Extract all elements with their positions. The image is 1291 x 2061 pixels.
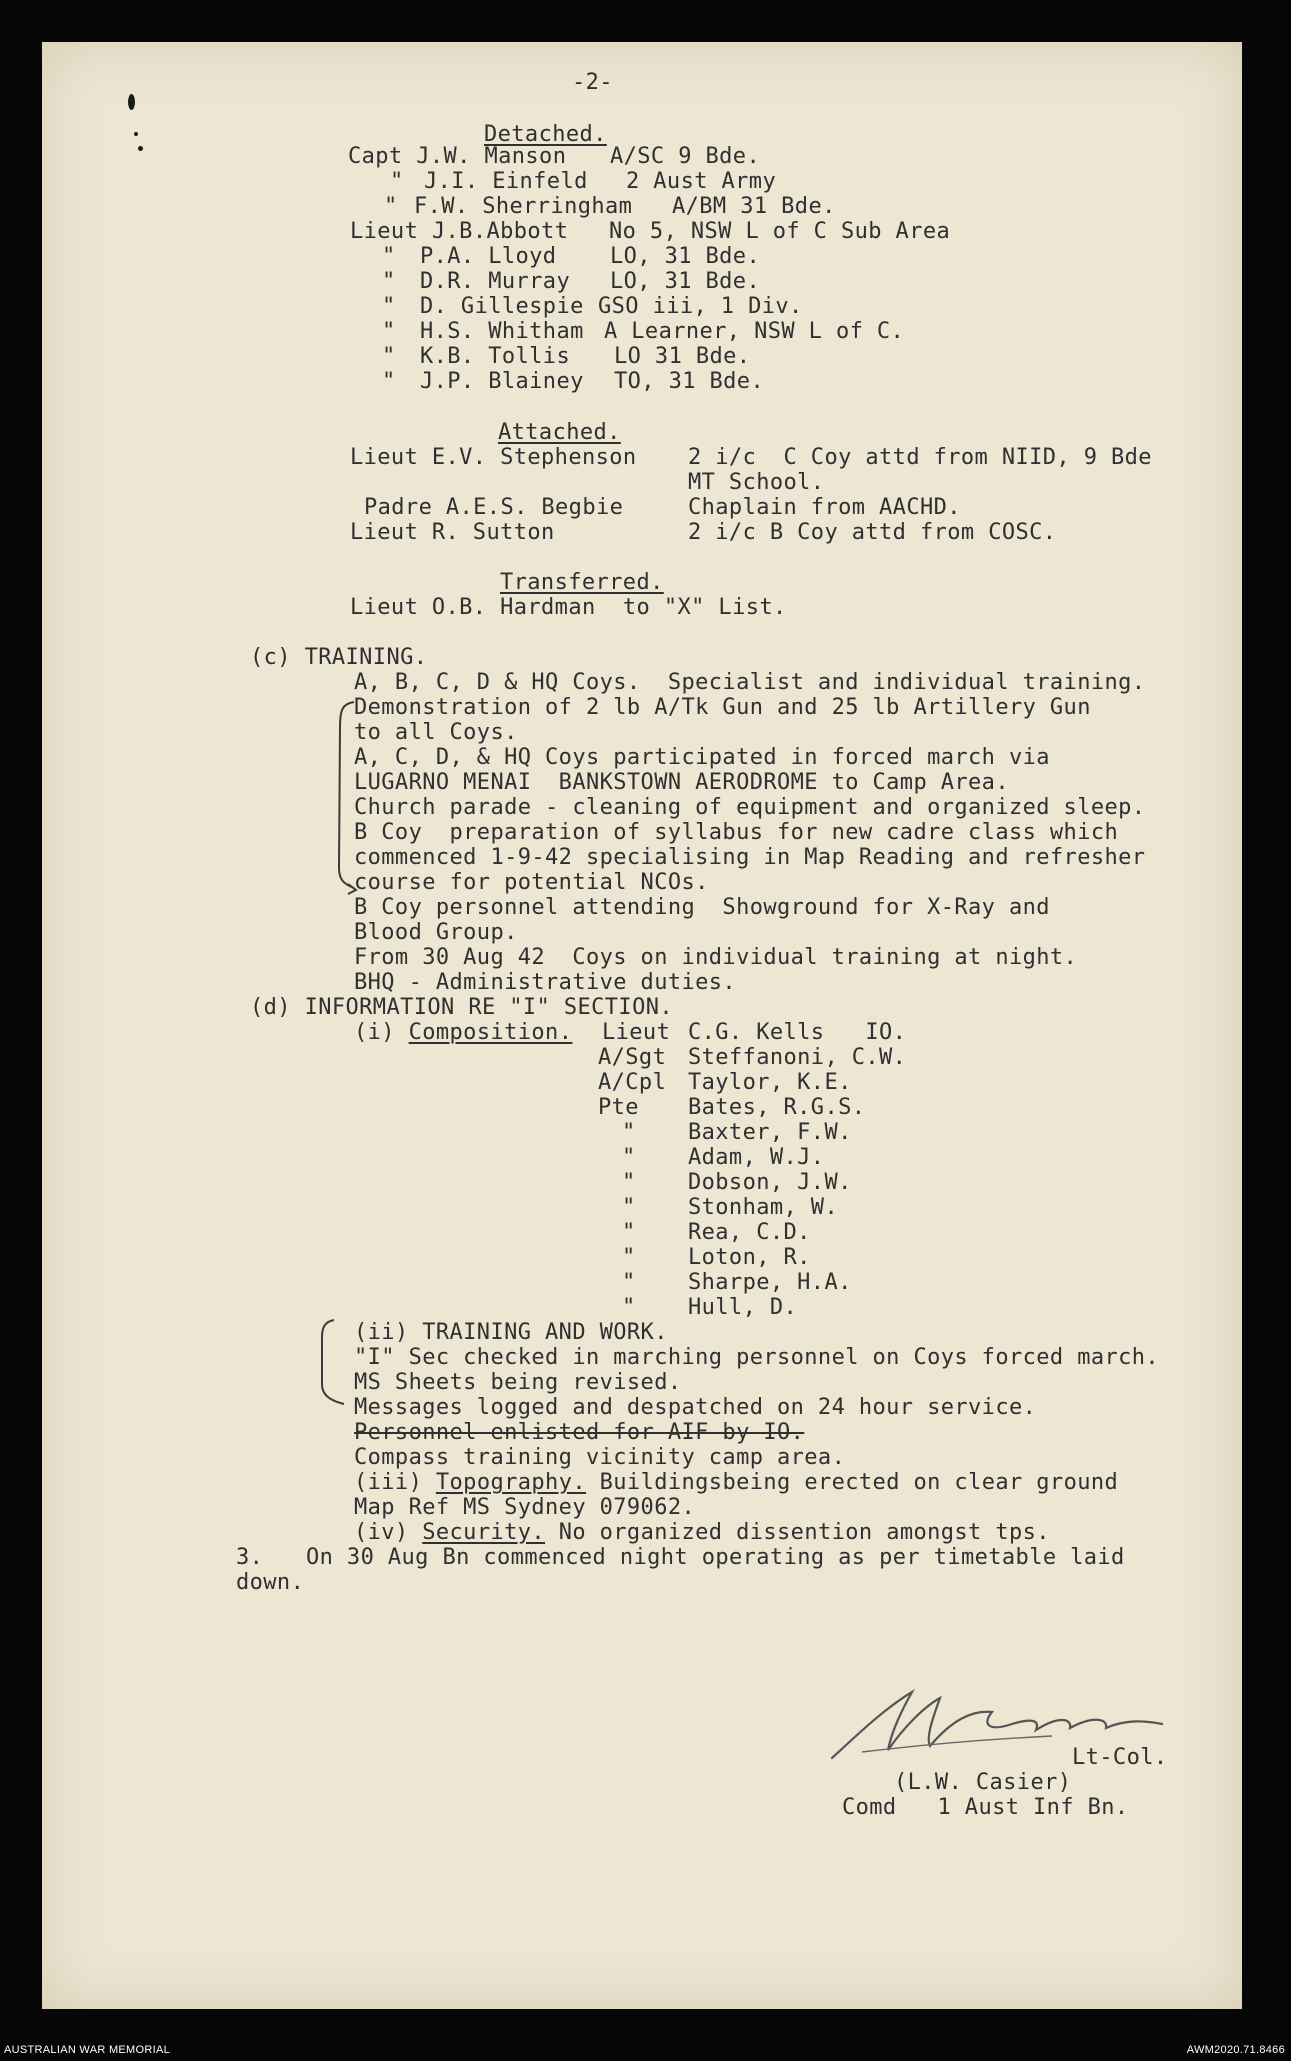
footer-archive-name: AUSTRALIAN WAR MEMORIAL <box>4 2044 171 2056</box>
composition-number: (i) <box>354 1020 395 1045</box>
document-page <box>42 42 1242 2009</box>
attached-who: Padre A.E.S. Begbie <box>364 495 624 520</box>
detached-name: J.W. Manson <box>416 144 567 169</box>
detached-name: J.B.Abbott <box>431 219 569 244</box>
member-ditto: " <box>622 1295 636 1320</box>
signature-command: Comd 1 Aust Inf Bn. <box>842 1795 1129 1820</box>
detached-heading: Detached. <box>484 122 607 147</box>
member-ditto: " <box>622 1245 636 1270</box>
member-ditto: " <box>622 1120 636 1145</box>
detached-post: GSO iii, 1 Div. <box>598 294 803 319</box>
attached-who: Lieut R. Sutton <box>350 520 555 545</box>
member-ditto: " <box>622 1270 636 1295</box>
training-line: course for potential NCOs. <box>354 870 709 895</box>
training-line: LUGARNO MENAI BANKSTOWN AERODROME to Camp Area. <box>354 770 1009 795</box>
attached-detail: MT School. <box>688 470 825 495</box>
detached-name: D. Gillespie <box>420 294 584 319</box>
ink-speck <box>138 146 143 151</box>
member-name: Rea, C.D. <box>688 1220 811 1245</box>
work-line: Compass training vicinity camp area. <box>354 1445 846 1470</box>
member-ditto: " <box>622 1145 636 1170</box>
detached-name: P.A. Lloyd <box>420 244 557 269</box>
member-name: Loton, R. <box>688 1245 811 1270</box>
page-number: -2- <box>572 70 613 95</box>
topography-number: (iii) <box>354 1470 423 1495</box>
detached-name: D.R. Murray <box>420 269 571 294</box>
member-name: Baxter, F.W. <box>688 1120 852 1145</box>
detached-post: No 5, NSW L of C Sub Area <box>609 219 951 244</box>
detached-post: LO, 31 Bde. <box>610 244 761 269</box>
detached-post: 2 Aust Army <box>626 169 777 194</box>
member-ditto: " <box>622 1195 636 1220</box>
training-line: A, C, D, & HQ Coys participated in forced march via <box>354 745 1050 770</box>
detached-name: K.B. Tollis <box>420 344 571 369</box>
training-line: to all Coys. <box>354 720 518 745</box>
ink-speck <box>128 94 135 110</box>
composition-label: Composition. <box>408 1020 573 1045</box>
detached-name: H.S. Whitham <box>420 319 584 344</box>
para3-line1: On 30 Aug Bn commenced night operating as per timetable laid <box>306 1545 1125 1570</box>
member-name: Sharpe, H.A. <box>688 1270 852 1295</box>
work-heading: (ii) TRAINING AND WORK. <box>354 1320 668 1345</box>
para3-line2: down. <box>236 1570 305 1595</box>
transferred-line: Lieut O.B. Hardman to "X" List. <box>350 595 787 620</box>
footer-item-id: AWM2020.71.8466 <box>1186 2044 1285 2056</box>
detached-post: A/BM 31 Bde. <box>672 194 836 219</box>
training-line: Blood Group. <box>354 920 518 945</box>
detached-name: F.W. Sherringham <box>414 194 633 219</box>
margin-bracket <box>332 698 362 898</box>
work-line: MS Sheets being revised. <box>354 1370 682 1395</box>
work-line: Messages logged and despatched on 24 hour service. <box>354 1395 1037 1420</box>
detached-post: A/SC 9 Bde. <box>610 144 761 169</box>
attached-who: Lieut E.V. Stephenson <box>350 445 637 470</box>
training-line: Demonstration of 2 lb A/Tk Gun and 25 lb Artillery Gun <box>354 695 1091 720</box>
training-line: B Coy personnel attending Showground for X-Ray and <box>354 895 1050 920</box>
topography-text: Buildingsbeing erected on clear ground <box>586 1470 1119 1495</box>
para3-number: 3. <box>236 1545 264 1570</box>
member-rank: A/Sgt <box>598 1045 667 1070</box>
detached-rank: Capt <box>348 144 403 169</box>
training-heading: (c) TRAINING. <box>250 645 428 670</box>
attached-detail: Chaplain from AACHD. <box>688 495 961 520</box>
member-ditto: " <box>622 1220 636 1245</box>
topography-line2: Map Ref MS Sydney 079062. <box>354 1495 696 1520</box>
detached-post: LO, 31 Bde. <box>610 269 761 294</box>
detached-name: J.P. Blainey <box>420 369 584 394</box>
work-line: "I" Sec checked in marching personnel on Coys forced march. <box>354 1345 1160 1370</box>
topography-label: Topography. <box>435 1470 586 1495</box>
member-rank: Pte <box>598 1095 639 1120</box>
detached-ditto: " <box>382 269 396 294</box>
security-number: (iv) <box>354 1520 409 1545</box>
member-name: Hull, D. <box>688 1295 798 1320</box>
member-rank: Lieut <box>602 1020 671 1045</box>
member-name: Dobson, J.W. <box>688 1170 852 1195</box>
detached-post: LO 31 Bde. <box>614 344 751 369</box>
training-line: A, B, C, D & HQ Coys. Specialist and individual training. <box>354 670 1146 695</box>
attached-detail: 2 i/c B Coy attd from COSC. <box>688 520 1057 545</box>
detached-ditto: " <box>382 319 396 344</box>
security-label: Security. <box>422 1520 546 1545</box>
detached-name: J.I. Einfeld <box>424 169 588 194</box>
detached-ditto: " <box>382 294 396 319</box>
handwritten-signature <box>822 1680 1262 1770</box>
member-ditto: " <box>622 1170 636 1195</box>
security-text: No organized dissention amongst tps. <box>545 1520 1050 1545</box>
signature-rank: Lt-Col. <box>1072 1745 1168 1770</box>
detached-ditto: " <box>390 169 404 194</box>
information-heading: (d) INFORMATION RE "I" SECTION. <box>250 995 673 1020</box>
member-name: Taylor, K.E. <box>688 1070 852 1095</box>
transferred-heading: Transferred. <box>500 570 664 595</box>
member-name: Stonham, W. <box>688 1195 839 1220</box>
training-line: BHQ - Administrative duties. <box>354 970 737 995</box>
member-name: Steffanoni, C.W. <box>688 1045 907 1070</box>
work-line-struck: Personnel enlisted for AIF by IO. <box>354 1420 805 1445</box>
attached-heading: Attached. <box>498 420 621 445</box>
training-line: Church parade - cleaning of equipment and organized sleep. <box>354 795 1146 820</box>
detached-ditto: " <box>384 194 398 219</box>
detached-ditto: " <box>382 244 396 269</box>
detached-ditto: " <box>382 369 396 394</box>
member-name: Bates, R.G.S. <box>688 1095 866 1120</box>
member-name: Adam, W.J. <box>688 1145 825 1170</box>
training-line: From 30 Aug 42 Coys on individual training at night. <box>354 945 1078 970</box>
training-line: commenced 1-9-42 specialising in Map Reading and refresher <box>354 845 1146 870</box>
training-line: B Coy preparation of syllabus for new cadre class which <box>354 820 1119 845</box>
detached-post: TO, 31 Bde. <box>614 369 765 394</box>
ink-speck <box>134 132 138 136</box>
detached-ditto: " <box>382 344 396 369</box>
signature-name: (L.W. Casier) <box>894 1770 1072 1795</box>
attached-detail: 2 i/c C Coy attd from NIID, 9 Bde <box>688 445 1152 470</box>
member-name: C.G. Kells IO. <box>688 1020 907 1045</box>
detached-rank: Lieut <box>350 219 419 244</box>
detached-post: A Learner, NSW L of C. <box>604 319 905 344</box>
margin-bracket <box>310 1314 350 1414</box>
member-rank: A/Cpl <box>598 1070 667 1095</box>
